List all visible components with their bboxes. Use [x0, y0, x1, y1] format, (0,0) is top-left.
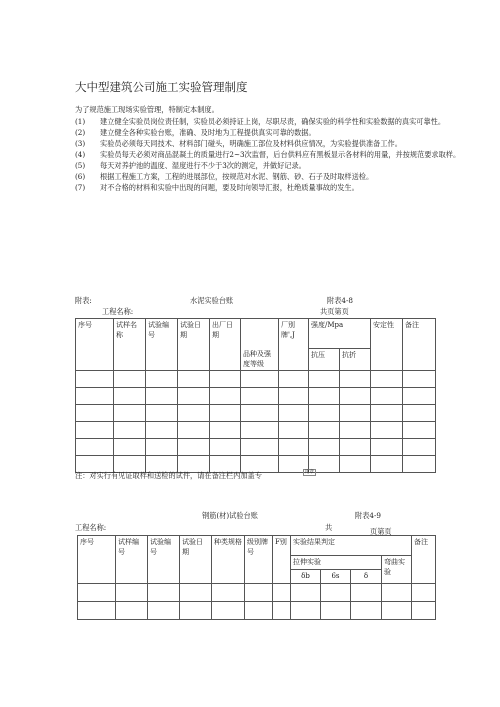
rule-item — [75, 116, 475, 127]
rebar-table — [77, 535, 436, 620]
header-variety-grade: 品种及强度等级 — [241, 319, 279, 371]
stamp-note: 用章 — [305, 470, 314, 475]
rule-number: (3) — [75, 139, 86, 148]
header-remark: 备注 — [403, 319, 436, 371]
rule-item — [75, 138, 475, 149]
header-remark: 备注 — [412, 536, 436, 584]
rule-item — [75, 160, 475, 171]
rule-number: (6) — [75, 172, 86, 181]
attached-label: 附表: — [75, 296, 92, 305]
rebar-project-label: 工程名称: — [75, 523, 107, 532]
rule-number: (7) — [75, 183, 86, 192]
cement-table — [75, 318, 436, 473]
rule-item — [75, 171, 475, 182]
header-test-date: 试验日期 — [180, 536, 212, 584]
header-f: F别 — [273, 536, 291, 584]
cement-project-label: 工程名称: — [102, 307, 134, 316]
header-grade: 级别牌号 — [245, 536, 273, 584]
header-sample-name: 试样名称 — [114, 319, 146, 371]
header-strength: 强度/Mpa — [309, 319, 371, 349]
header-seq: 序号 — [78, 536, 116, 584]
rule-item — [75, 182, 475, 193]
header-test-date: 试验日期 — [178, 319, 210, 371]
rule-item — [75, 127, 475, 138]
header-type-spec: 种类规格 — [212, 536, 245, 584]
rebar-table-number: 附表4-9 — [355, 511, 381, 520]
rebar-total-label: 共 — [325, 523, 333, 532]
rebar-page-count: 页第页 — [370, 527, 392, 536]
rule-number: (2) — [75, 128, 86, 137]
header-seq: 序号 — [76, 319, 114, 371]
cement-note: 注：对实行有见证取样和送检的试件，请在备注栏内加盖专 — [75, 471, 262, 480]
header-test-no: 试验编号 — [148, 536, 180, 584]
document-title: 大中型建筑公司施工实验管理制度 — [75, 80, 248, 94]
rule-text: 对不合格的材料和实验中出现的问题，要及时向领导汇报，杜绝质量事故的发生。 — [100, 183, 359, 192]
rebar-table-name: 钢筋(材)试验台账 — [202, 511, 258, 520]
header-brand: 厂別牌',J — [279, 319, 309, 371]
cement-table-name: 水泥实验台账 — [190, 296, 234, 305]
header-flexural: 抗折 — [340, 349, 371, 371]
rule-number: (5) — [75, 161, 86, 170]
header-db: δb — [291, 570, 321, 584]
header-sample-no: 试样编号 — [116, 536, 148, 584]
rule-text: 实验员每天必须对商品混凝土的质量进行2~3次监督，后台供料应有黑板显示各材料的用量，并按规范要求取样。 — [100, 150, 461, 159]
rule-number: (4) — [75, 150, 86, 159]
header-result: 实验结果判定 — [291, 536, 412, 556]
cement-page-count: 共页第页 — [320, 307, 349, 316]
rule-text: 根据工程施工方案，工程的进展部位，按规范对水泥、钢筋、砂、石子及时取样送检。 — [100, 172, 374, 181]
header-d: δ — [351, 570, 382, 584]
rule-number: (1) — [75, 117, 86, 126]
rule-item — [75, 149, 475, 160]
header-stability: 安定性 — [371, 319, 403, 371]
header-compressive: 抗压 — [309, 349, 340, 371]
rule-text: 建立健全各种实验台账，准确、及时地为工程提供真实可靠的数据。 — [100, 128, 316, 137]
rules-section — [75, 104, 475, 193]
header-factory-date: 出厂日期 — [210, 319, 241, 371]
header-ds: 6s — [321, 570, 351, 584]
cement-table-number: 附表4-8 — [327, 296, 353, 305]
rule-text: 每天对养护池的温度、湿度进行不少于3次的测定，并做好记录。 — [100, 161, 306, 170]
header-test-no: 试验编号 — [146, 319, 178, 371]
header-bend: 弯曲实验 — [382, 556, 412, 584]
intro-text: 为了规范施工现场实验管理，特制定本制度。 — [75, 105, 219, 114]
rule-text: 建立健全实验员岗位责任制，实验员必须持证上岗，尽职尽责，确保实验的科学性和实验数据的真实可靠性。 — [100, 117, 446, 126]
rule-text: 实验员必须每天同技术、材料部门碰头，明确施工部位及材料供应情况，为实验提供准备工作。 — [100, 139, 402, 148]
header-tensile: 拉伸实验 — [291, 556, 382, 570]
